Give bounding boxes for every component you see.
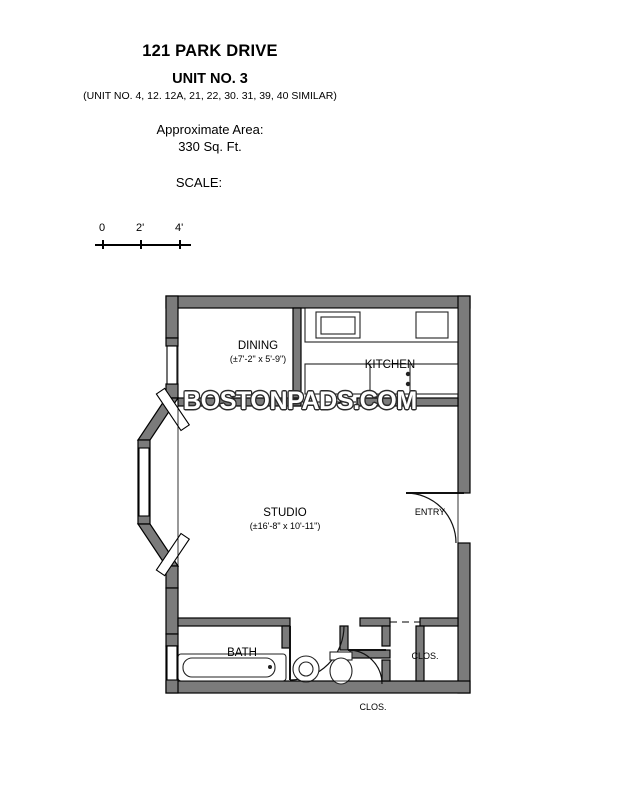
scale-bar-tick-1	[140, 240, 142, 249]
room-name-closet-bottom: CLOS.	[359, 702, 387, 712]
plan-header	[0, 42, 420, 190]
room-name-bath: BATH	[227, 647, 257, 659]
kitchen-fixtures	[305, 308, 458, 394]
wall-under-kitchen	[357, 398, 458, 406]
scale-bar-tick-0	[102, 240, 104, 249]
room-name-closet-right: CLOS.	[411, 651, 439, 661]
approximate-area	[0, 121, 420, 155]
wall-bath-top	[178, 618, 290, 626]
wall-right-lower	[458, 543, 470, 693]
room-label-bath	[207, 647, 277, 660]
area-value: 330 Sq. Ft.	[178, 139, 242, 154]
kitchen-knob-2	[406, 382, 410, 386]
scale-tick-1: 2'	[136, 222, 145, 234]
bath-tub-basin	[183, 658, 275, 677]
area-label: Approximate Area:	[156, 122, 264, 137]
scale-bar-tick-2	[179, 240, 181, 249]
kitchen-sink-basin	[321, 317, 355, 334]
window-group	[139, 346, 189, 680]
bath-sink-basin	[299, 662, 313, 676]
scale-tick-2: 4'	[175, 222, 184, 234]
scale-bar-graphic	[95, 240, 191, 249]
room-dim-dining: (±7'-2" x 5'-9")	[229, 354, 287, 364]
wall-bath-top-right	[360, 618, 390, 626]
window-left-2	[139, 448, 149, 516]
window-left-1	[167, 346, 177, 384]
room-label-entry	[400, 506, 460, 519]
room-name-entry: ENTRY	[414, 507, 446, 517]
wall-left-jamb-1	[166, 338, 178, 346]
wall-left-upper	[166, 296, 178, 338]
room-label-kitchen	[335, 359, 445, 372]
wall-bath-right-upper	[282, 626, 290, 648]
scale-label: SCALE:	[175, 175, 223, 190]
room-label-studio	[225, 507, 345, 533]
unit-number: UNIT NO. 3	[172, 71, 248, 87]
room-label-dining	[203, 340, 313, 366]
wall-left-lower-b	[166, 588, 178, 634]
wall-left-lower-c	[166, 634, 178, 646]
toilet-bowl	[330, 658, 352, 684]
window-left-3	[167, 646, 177, 680]
wall-bottom	[166, 681, 470, 693]
room-name-kitchen: KITCHEN	[364, 359, 416, 371]
kitchen-range	[416, 312, 448, 338]
unit-similar-note: (UNIT NO. 4, 12. 12A, 21, 22, 30. 31, 39, 40 SIMILAR)	[83, 90, 337, 102]
kitchen-knob-1	[406, 372, 410, 376]
room-dim-studio: (±16'-8" x 10'-11")	[249, 521, 321, 531]
wall-right-upper	[458, 296, 470, 493]
wall-under-dining	[178, 398, 301, 406]
watermark: BOSTONPADS.COM	[183, 387, 417, 415]
scale-tick-labels	[95, 222, 191, 238]
room-label-closet-right	[400, 650, 450, 663]
bath-tub-drain	[268, 665, 272, 669]
scale-tick-0: 0	[99, 222, 106, 234]
scale-bar-line	[95, 244, 191, 246]
room-label-closet-bottom	[348, 701, 398, 714]
wall-closet-top	[420, 618, 458, 626]
room-name-dining: DINING	[237, 340, 279, 352]
room-name-studio: STUDIO	[263, 507, 307, 519]
wall-top	[166, 296, 470, 308]
wall-closet-div-a	[382, 626, 390, 646]
scale-bar	[95, 222, 225, 249]
page-title: 121 PARK DRIVE	[142, 42, 278, 60]
wall-closet-div-b	[382, 660, 390, 681]
